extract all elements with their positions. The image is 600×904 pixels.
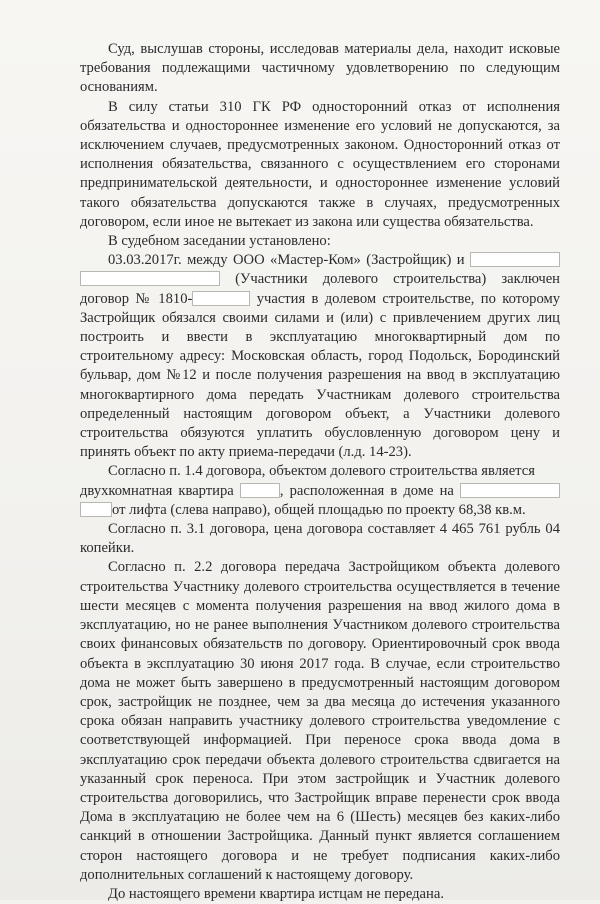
paragraph-not-transferred: До настоящего времени квартира истцам не передана. xyxy=(108,885,444,902)
contract-date-parties: 03.03.2017г. между ООО «Мастер-Ком» (Застройщик) и xyxy=(108,252,465,269)
object-line-1 xyxy=(80,462,560,481)
paragraph-article-310: В силу статьи 310 ГК РФ односторонний отказ от исполнения обязательства и одностороннее изменение его условий не допускаются, за исключением случаев, предусмотренных законом. Односторонний отказ от исполнения обязательства, связанного с осуществлением его сторонами предпринимательской деятельности, и одностороннее изменение условий такого обязательства допускаются также в случаях, предусмотренных договором, если иное не вытекает из закона или существа обязательства. xyxy=(80,98,560,230)
redacted-apartment-number xyxy=(240,483,280,498)
paragraph-price: Согласно п. 3.1 договора, цена договора составляет 4 465 761 рубль 04 копейки. xyxy=(80,521,560,557)
object-line-2 xyxy=(80,482,560,501)
contract-participants: (Участники долевого строительства) заключен xyxy=(235,271,560,288)
contract-subject: участия в долевом строительстве, по которому Застройщик обязался своими силами и (или) с привлечением других лиц построить и ввести в эксплуатацию многоквартирный дом по строительному адресу: Московская область, город Подольск, Бородинский бульвар, дом №12 и после получения разрешения на ввод в эксплуатацию многоквартирного дома передать Участникам долевого строительства определенный настоящим договором объект, а Участники долевого строительства обязуются уплатить обусловленную договором цену и принять объект по акту приема-передачи (л.д. 14-23). xyxy=(80,290,560,461)
paragraph-conclusion: Суд, выслушав стороны, исследовав материалы дела, находит исковые требования подлежащими частичному удовлетворению по следующим основаниям. xyxy=(80,41,560,96)
object-area: от лифта (слева направо), общей площадью по проекту 68,38 кв.м. xyxy=(112,501,526,518)
redacted-name-1 xyxy=(470,252,560,267)
object-location: , расположенная в доме на xyxy=(279,482,454,499)
redacted-floor xyxy=(460,483,560,498)
object-apartment: двухкомнатная квартира xyxy=(80,482,234,499)
redacted-contract-number xyxy=(192,291,250,306)
contract-number-prefix: договор № 1810- xyxy=(80,290,193,307)
object-clause: Согласно п. 1.4 договора, объектом долевого строительства является xyxy=(108,463,535,480)
redacted-position xyxy=(80,502,112,517)
paragraph-established: В судебном заседании установлено: xyxy=(108,233,331,250)
redacted-name-2 xyxy=(80,271,220,286)
paragraph-contract xyxy=(80,251,560,462)
paragraph-transfer-terms: Согласно п. 2.2 договора передача Застройщиком объекта долевого строительства Участнику долевого строительства осуществляется в течение шести месяцев с момента получения разрешения на ввод жилого дома в эксплуатацию, но не ранее выполнения Участником долевого строительства своих финансовых обязательств по договору. Ориентировочный срок ввода объекта в эксплуатацию 30 июня 2017 года. В случае, если строительство дома не может быть завершено в предусмотренный настоящим договором срок, застройщик не позднее, чем за два месяца до истечения указанного срока обязан направить участнику долевого строительства уведомление с соответствующей информацией. При переносе срока ввода дома в эксплуатацию срок передачи объекта долевого строительства сдвигается на указанный срок переноса. При этом застройщик и Участник долевого строительства договорились, что Застройщик вправе перенести срок ввода Дома в эксплуатацию не более чем на 6 (Шесть) месяцев без каких-либо санкций в отношении Застройщика. Данный пункт является соглашением сторон настоящего договора и не требует подписания каких-либо дополнительных соглашений к настоящему договору. xyxy=(80,559,560,883)
contract-line-2 xyxy=(80,270,560,289)
contract-line-1 xyxy=(80,251,560,270)
object-line-3 xyxy=(80,501,560,520)
paragraph-object xyxy=(80,462,560,520)
